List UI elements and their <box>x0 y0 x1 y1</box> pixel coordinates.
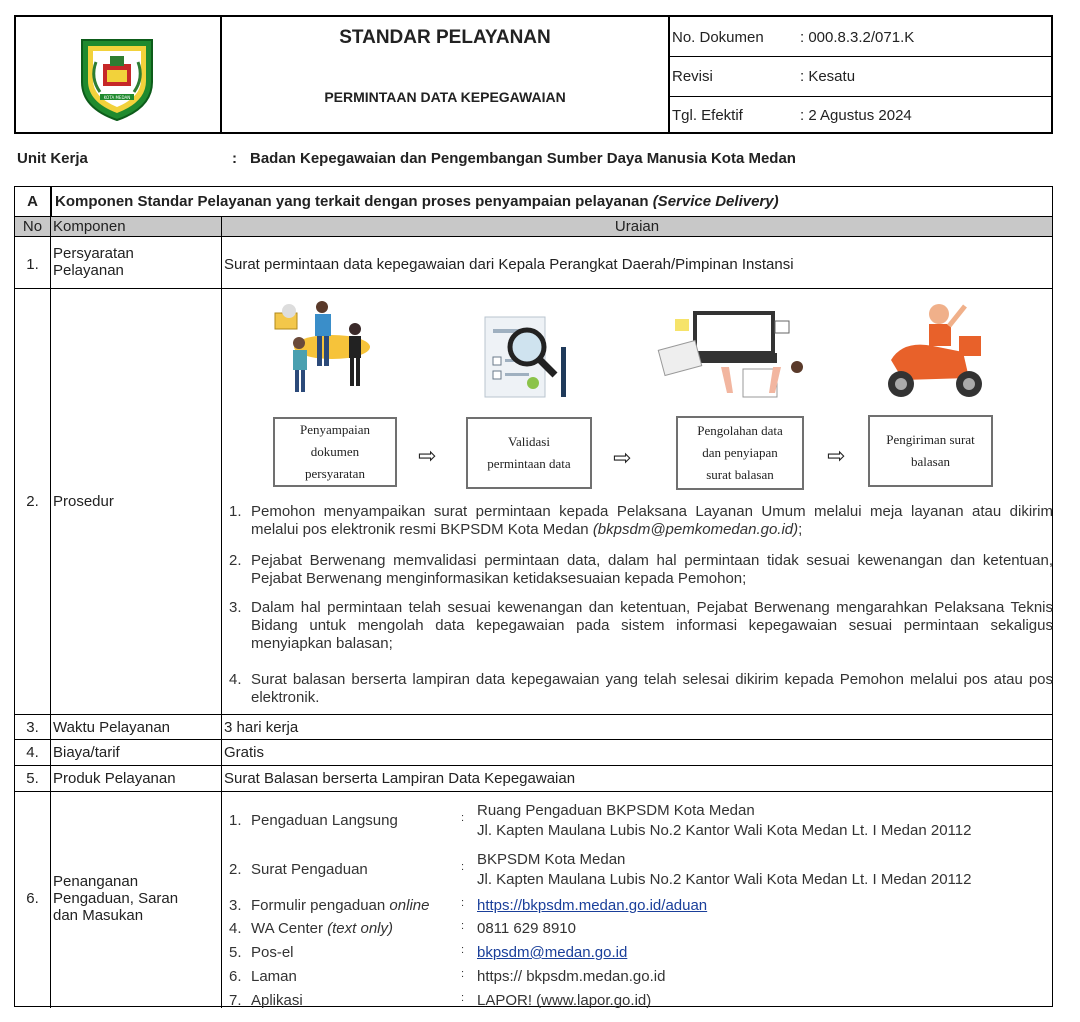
complaint-value: https:// bkpsdm.medan.go.id <box>477 968 666 985</box>
complaint-value-line2: Jl. Kapten Maulana Lubis No.2 Kantor Wali Kota Medan Lt. I Medan 20112 <box>477 871 972 888</box>
complaint-number: 1. <box>229 812 242 829</box>
flow-step-line: permintaan data <box>487 456 571 471</box>
complaint-email-link[interactable]: bkpsdm@medan.go.id <box>477 944 628 961</box>
meta-divider <box>670 96 1051 97</box>
unit-kerja-colon: : <box>232 150 237 167</box>
logo-text: KOTA MEDAN <box>103 95 131 100</box>
row-description: Surat Balasan berserta Lampiran Data Kepegawaian <box>224 770 576 787</box>
column-divider <box>50 217 51 1008</box>
complaint-number: 5. <box>229 944 242 961</box>
row-divider <box>15 236 1052 237</box>
complaint-label: Surat Pengaduan <box>251 861 368 878</box>
complaint-label: Pos-el <box>251 944 294 961</box>
procedure-text: Pejabat Berwenang memvalidasi permintaan data, dalam hal permintaan tidak sesuai kewenangan dan ketentuan, Pejabat Berwenang menginformasikan ketidaksesuaian kepada Pemohon; <box>251 552 1053 587</box>
complaint-value: LAPOR! (www.lapor.go.id) <box>477 992 652 1009</box>
flow-step-line: Pengolahan data <box>697 423 783 438</box>
complaint-channels <box>229 799 1053 1009</box>
flow-step-processing <box>676 416 804 490</box>
complaint-colon: : <box>461 920 465 932</box>
office-people-illustration <box>267 299 377 409</box>
complaint-label-text: Formulir pengaduan <box>251 897 386 914</box>
row-component: Biaya/tarif <box>53 744 120 761</box>
complaint-colon: : <box>461 968 465 980</box>
column-header-komponen: Komponen <box>53 218 126 235</box>
computer-workstation-illustration <box>655 309 815 404</box>
flow-step-line: surat balasan <box>706 467 774 482</box>
complaint-value: BKPSDM Kota Medan <box>477 851 626 868</box>
complaint-label <box>251 897 429 914</box>
complaint-number: 6. <box>229 968 242 985</box>
meta-cell <box>670 17 1051 132</box>
row-component: Produk Pelayanan <box>53 770 176 787</box>
procedure-number: 1. <box>229 503 242 520</box>
procedure-number: 3. <box>229 599 242 616</box>
complaint-label: Aplikasi <box>251 992 303 1009</box>
meta-value: : 2 Agustus 2024 <box>800 107 912 124</box>
flow-step-line: persyaratan <box>305 466 365 481</box>
flow-step-submission <box>273 417 397 487</box>
complaint-label-italic: (text only) <box>327 920 393 937</box>
complaint-label-text: WA Center <box>251 920 323 937</box>
row-divider <box>15 288 1052 289</box>
procedure-email: (bkpsdm@pemkomedan.go.id) <box>592 521 799 538</box>
city-emblem-icon <box>76 34 158 122</box>
column-divider <box>221 217 222 1008</box>
procedure-text <box>251 503 1053 539</box>
procedure-number: 2. <box>229 552 242 569</box>
flow-step-line: Validasi <box>508 434 550 449</box>
title-cell <box>222 17 670 132</box>
section-title-italic: (Service Delivery) <box>652 193 779 210</box>
procedure-text-tail: ; <box>798 521 803 538</box>
procedure-text: Dalam hal permintaan telah sesuai kewenangan dan ketentuan, Pejabat Berwenang mengarahkan Pelaksana Teknis Bidang untuk mengolah data kepegawaian pada sistem informasi kepegawaian sesuai permintaan sekaligus menyiapkan balasan; <box>251 599 1053 652</box>
flow-arrow-icon: ⇨ <box>613 446 632 471</box>
flow-step-line: Penyampaian <box>299 422 371 437</box>
complaint-colon: : <box>461 861 465 873</box>
complaint-label-italic: online <box>389 897 430 914</box>
flow-step-line: dokumen <box>310 444 360 459</box>
row-number: 6. <box>26 890 39 907</box>
procedure-text-main: Pemohon menyampaikan surat permintaan kepada Pelaksana Layanan Umum melalui meja layanan atau dikirim melalui pos elektronik resmi BKPSDM Kota Medan <box>251 503 1053 538</box>
row-number: 2. <box>26 493 39 510</box>
complaint-value-line2: Jl. Kapten Maulana Lubis No.2 Kantor Wali Kota Medan Lt. I Medan 20112 <box>477 822 972 839</box>
complaint-form-link[interactable]: https://bkpsdm.medan.go.id/aduan <box>477 897 708 914</box>
service-standard-table <box>14 186 1053 1007</box>
delivery-scooter-illustration <box>873 300 1003 408</box>
complaint-colon: : <box>461 812 465 824</box>
meta-label: Tgl. Efektif <box>672 107 743 124</box>
complaint-colon: : <box>461 992 465 1004</box>
meta-label: Revisi <box>672 68 713 85</box>
meta-divider <box>670 56 1051 57</box>
flow-arrow-icon: ⇨ <box>418 444 437 469</box>
row-description: 3 hari kerja <box>224 719 299 736</box>
column-header-no: No <box>22 218 43 235</box>
row-description: Gratis <box>224 744 265 761</box>
flow-step-line: Pengiriman surat <box>886 432 975 447</box>
row-component: Prosedur <box>53 493 114 510</box>
meta-value: : Kesatu <box>800 68 856 85</box>
row-component <box>53 873 178 924</box>
document-magnifier-illustration <box>477 307 577 412</box>
complaint-label: Laman <box>251 968 297 985</box>
complaint-value: Ruang Pengaduan BKPSDM Kota Medan <box>477 802 755 819</box>
row-divider <box>15 765 1052 766</box>
complaint-colon: : <box>461 944 465 956</box>
component-line: Persyaratan <box>53 245 134 262</box>
row-number: 1. <box>26 256 39 273</box>
row-number: 5. <box>26 770 39 787</box>
document-subtitle: PERMINTAAN DATA KEPEGAWAIAN <box>324 89 566 105</box>
component-line: Penanganan <box>53 873 139 890</box>
complaint-label <box>251 920 393 937</box>
procedure-text: Surat balasan berserta lampiran data kepegawaian yang telah selesai dikirim kepada Pemohon melalui pos atau pos elektronik. <box>251 671 1053 706</box>
complaint-colon: : <box>461 897 465 909</box>
complaint-number: 3. <box>229 897 242 914</box>
column-header-uraian: Uraian <box>614 218 660 235</box>
section-title <box>55 187 779 216</box>
unit-kerja-label: Unit Kerja <box>17 150 88 167</box>
flow-step-validation <box>466 417 592 489</box>
row-description: Surat permintaan data kepegawaian dari Kepala Perangkat Daerah/Pimpinan Instansi <box>224 256 794 273</box>
complaint-number: 2. <box>229 861 242 878</box>
logo-cell <box>16 17 222 132</box>
row-divider <box>15 791 1052 792</box>
document-header <box>14 15 1053 134</box>
flow-arrow-icon: ⇨ <box>827 444 846 469</box>
component-line: dan Masukan <box>53 907 144 924</box>
unit-kerja-value: Badan Kepegawaian dan Pengembangan Sumber Daya Manusia Kota Medan <box>250 150 796 167</box>
flow-step-line: balasan <box>911 454 950 469</box>
section-letter: A <box>15 187 52 216</box>
flow-step-line: dan penyiapan <box>702 445 778 460</box>
complaint-number: 7. <box>229 992 242 1009</box>
flow-step-sending <box>868 415 993 487</box>
section-title-text: Komponen Standar Pelayanan yang terkait dengan proses penyampaian pelayanan <box>55 193 649 210</box>
row-component: Waktu Pelayanan <box>53 719 171 736</box>
section-header <box>15 187 1052 218</box>
meta-value: : 000.8.3.2/071.K <box>800 29 915 46</box>
procedure-number: 4. <box>229 671 242 688</box>
row-number: 3. <box>26 719 39 736</box>
component-line: Pelayanan <box>53 262 124 279</box>
component-line: Pengaduan, Saran <box>53 890 179 907</box>
row-component <box>53 245 134 279</box>
meta-label: No. Dokumen <box>672 29 764 46</box>
document-title: STANDAR PELAYANAN <box>339 27 551 48</box>
row-number: 4. <box>26 744 39 761</box>
complaint-value: 0811 629 8910 <box>477 920 576 937</box>
row-divider <box>15 739 1052 740</box>
complaint-label: Pengaduan Langsung <box>251 812 398 829</box>
complaint-number: 4. <box>229 920 242 937</box>
row-divider <box>15 714 1052 715</box>
